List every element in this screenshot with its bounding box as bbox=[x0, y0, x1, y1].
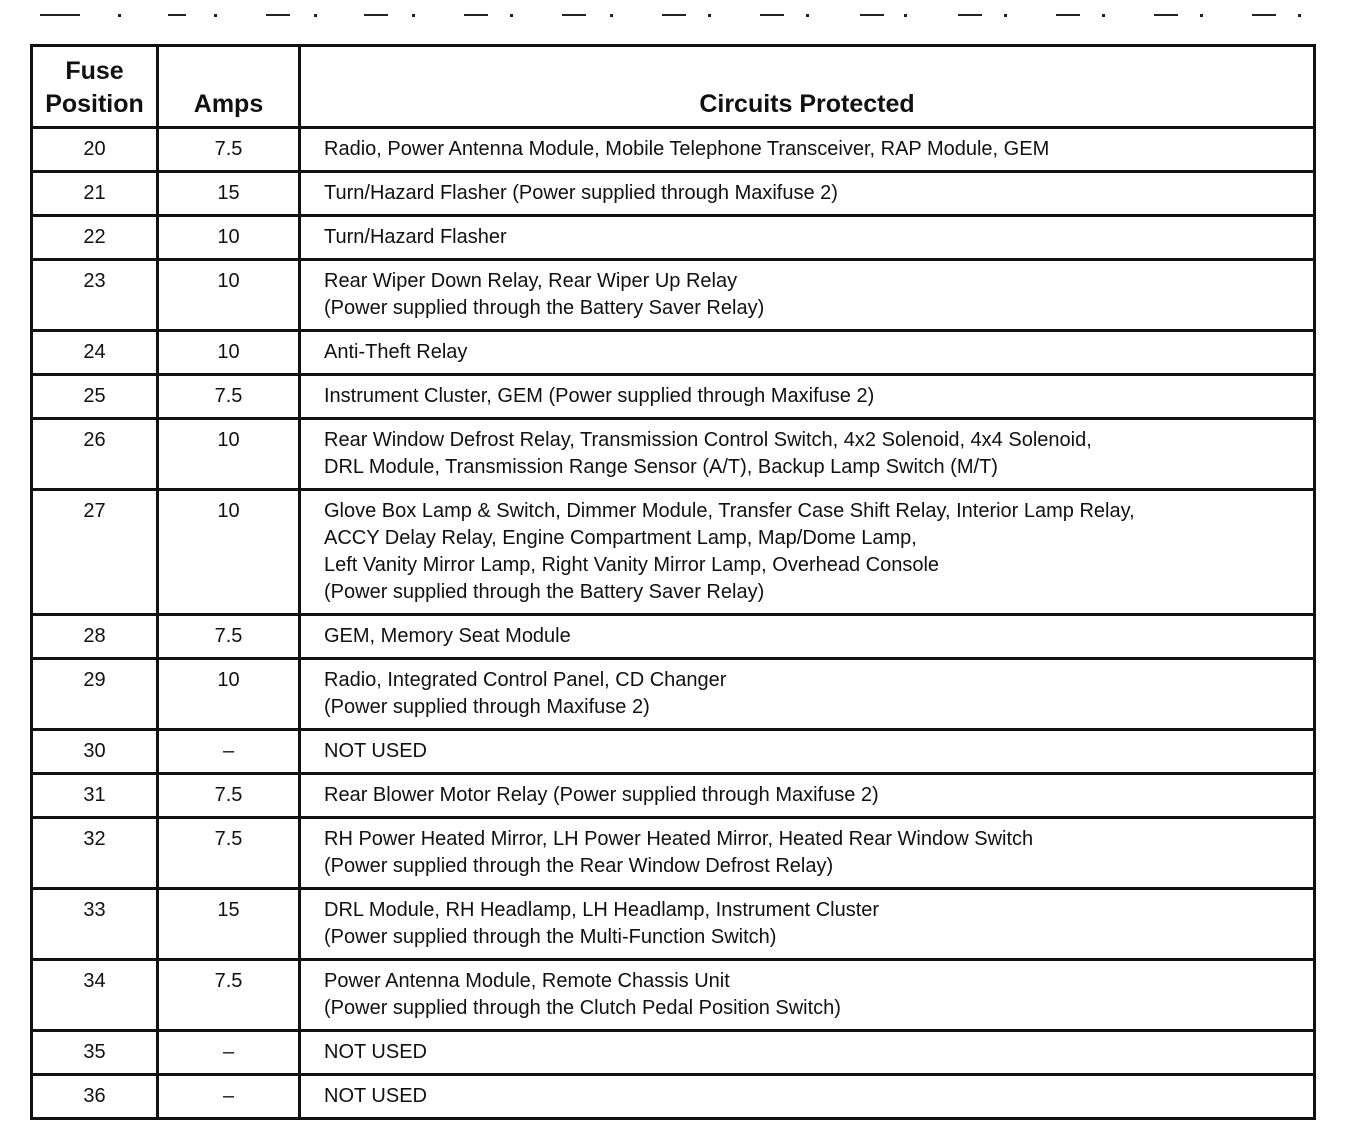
amps-cell: 7.5 bbox=[158, 375, 300, 419]
circuits-cell bbox=[300, 1031, 1315, 1075]
fuse-position-cell: 27 bbox=[32, 490, 158, 615]
header-circuits-protected: Circuits Protected bbox=[300, 46, 1315, 128]
circuit-line: GEM, Memory Seat Module bbox=[324, 625, 571, 647]
fuse-position-cell: 28 bbox=[32, 615, 158, 659]
circuit-line: Left Vanity Mirror Lamp, Right Vanity Mirror Lamp, Overhead Console bbox=[324, 554, 940, 576]
fuse-position-cell: 33 bbox=[32, 889, 158, 960]
header-position-label: Position bbox=[45, 90, 144, 118]
table-row bbox=[32, 490, 1315, 615]
table-row bbox=[32, 375, 1315, 419]
circuits-cell bbox=[300, 889, 1315, 960]
table-row bbox=[32, 889, 1315, 960]
header-fuse-label: Fuse bbox=[65, 57, 124, 85]
circuit-line: DRL Module, Transmission Range Sensor (A/T), Backup Lamp Switch (M/T) bbox=[324, 456, 998, 478]
amps-cell: 7.5 bbox=[158, 615, 300, 659]
table-row bbox=[32, 1075, 1315, 1119]
circuit-line: Turn/Hazard Flasher (Power supplied through Maxifuse 2) bbox=[324, 182, 838, 204]
fuse-position-cell: 23 bbox=[32, 260, 158, 331]
circuit-line: NOT USED bbox=[324, 1041, 427, 1063]
circuit-line: Rear Wiper Down Relay, Rear Wiper Up Relay bbox=[324, 270, 738, 292]
fuse-table bbox=[30, 44, 1316, 1120]
table-row bbox=[32, 774, 1315, 818]
table-row bbox=[32, 730, 1315, 774]
table-row bbox=[32, 216, 1315, 260]
circuit-line: (Power supplied through the Rear Window Defrost Relay) bbox=[324, 855, 834, 877]
table-row bbox=[32, 1031, 1315, 1075]
table-row bbox=[32, 419, 1315, 490]
circuits-cell bbox=[300, 659, 1315, 730]
table-row bbox=[32, 260, 1315, 331]
table-row bbox=[32, 615, 1315, 659]
circuit-line: Power Antenna Module, Remote Chassis Unit bbox=[324, 970, 730, 992]
circuits-cell bbox=[300, 375, 1315, 419]
circuits-cell bbox=[300, 960, 1315, 1031]
scan-edge-marks bbox=[0, 10, 1360, 20]
fuse-position-cell: 21 bbox=[32, 172, 158, 216]
fuse-position-cell: 20 bbox=[32, 128, 158, 172]
amps-cell: 10 bbox=[158, 419, 300, 490]
fuse-position-cell: 24 bbox=[32, 331, 158, 375]
amps-cell: 15 bbox=[158, 172, 300, 216]
circuit-line: Radio, Integrated Control Panel, CD Changer bbox=[324, 669, 727, 691]
circuit-line: NOT USED bbox=[324, 740, 427, 762]
circuits-cell bbox=[300, 128, 1315, 172]
circuit-line: (Power supplied through the Clutch Pedal Position Switch) bbox=[324, 997, 841, 1019]
circuits-cell bbox=[300, 615, 1315, 659]
circuit-line: NOT USED bbox=[324, 1085, 427, 1107]
amps-cell: 7.5 bbox=[158, 128, 300, 172]
amps-cell: 7.5 bbox=[158, 774, 300, 818]
fuse-position-cell: 22 bbox=[32, 216, 158, 260]
circuit-line: Glove Box Lamp & Switch, Dimmer Module, Transfer Case Shift Relay, Interior Lamp Relay, bbox=[324, 500, 1135, 522]
circuit-line: (Power supplied through the Multi-Function Switch) bbox=[324, 926, 777, 948]
fuse-position-cell: 34 bbox=[32, 960, 158, 1031]
header-amps: Amps bbox=[158, 46, 300, 128]
circuit-line: DRL Module, RH Headlamp, LH Headlamp, Instrument Cluster bbox=[324, 899, 880, 921]
amps-cell: 10 bbox=[158, 260, 300, 331]
amps-cell: 15 bbox=[158, 889, 300, 960]
fuse-position-cell: 35 bbox=[32, 1031, 158, 1075]
amps-cell: 10 bbox=[158, 659, 300, 730]
table-body bbox=[32, 128, 1315, 1119]
amps-cell: 10 bbox=[158, 331, 300, 375]
table-row bbox=[32, 172, 1315, 216]
circuits-cell bbox=[300, 172, 1315, 216]
circuit-line: RH Power Heated Mirror, LH Power Heated Mirror, Heated Rear Window Switch bbox=[324, 828, 1034, 850]
fuse-position-cell: 25 bbox=[32, 375, 158, 419]
circuit-line: Anti-Theft Relay bbox=[324, 341, 468, 363]
amps-cell: – bbox=[158, 1031, 300, 1075]
table-row bbox=[32, 128, 1315, 172]
table-row bbox=[32, 818, 1315, 889]
circuits-cell bbox=[300, 216, 1315, 260]
circuits-cell bbox=[300, 490, 1315, 615]
circuit-line: (Power supplied through Maxifuse 2) bbox=[324, 696, 650, 718]
amps-cell: – bbox=[158, 730, 300, 774]
circuit-line: Radio, Power Antenna Module, Mobile Telephone Transceiver, RAP Module, GEM bbox=[324, 138, 1050, 160]
circuit-line: Rear Window Defrost Relay, Transmission Control Switch, 4x2 Solenoid, 4x4 Solenoid, bbox=[324, 429, 1092, 451]
fuse-position-cell: 31 bbox=[32, 774, 158, 818]
table-row bbox=[32, 659, 1315, 730]
table-row bbox=[32, 331, 1315, 375]
circuit-line: (Power supplied through the Battery Saver Relay) bbox=[324, 581, 765, 603]
circuits-cell bbox=[300, 260, 1315, 331]
amps-cell: 10 bbox=[158, 490, 300, 615]
amps-cell: 10 bbox=[158, 216, 300, 260]
table-row bbox=[32, 960, 1315, 1031]
fuse-position-cell: 32 bbox=[32, 818, 158, 889]
fuse-position-cell: 36 bbox=[32, 1075, 158, 1119]
circuits-cell bbox=[300, 331, 1315, 375]
circuits-cell bbox=[300, 419, 1315, 490]
circuit-line: ACCY Delay Relay, Engine Compartment Lamp, Map/Dome Lamp, bbox=[324, 527, 917, 549]
circuit-line: Instrument Cluster, GEM (Power supplied through Maxifuse 2) bbox=[324, 385, 875, 407]
fuse-position-cell: 29 bbox=[32, 659, 158, 730]
circuits-cell bbox=[300, 774, 1315, 818]
amps-cell: 7.5 bbox=[158, 818, 300, 889]
header-fuse-position bbox=[32, 46, 158, 128]
circuits-cell bbox=[300, 818, 1315, 889]
fuse-position-cell: 26 bbox=[32, 419, 158, 490]
amps-cell: 7.5 bbox=[158, 960, 300, 1031]
circuits-cell bbox=[300, 730, 1315, 774]
circuit-line: Rear Blower Motor Relay (Power supplied through Maxifuse 2) bbox=[324, 784, 879, 806]
table-header-row bbox=[32, 46, 1315, 128]
circuits-cell bbox=[300, 1075, 1315, 1119]
circuit-line: (Power supplied through the Battery Saver Relay) bbox=[324, 297, 765, 319]
circuit-line: Turn/Hazard Flasher bbox=[324, 226, 507, 248]
amps-cell: – bbox=[158, 1075, 300, 1119]
fuse-position-cell: 30 bbox=[32, 730, 158, 774]
